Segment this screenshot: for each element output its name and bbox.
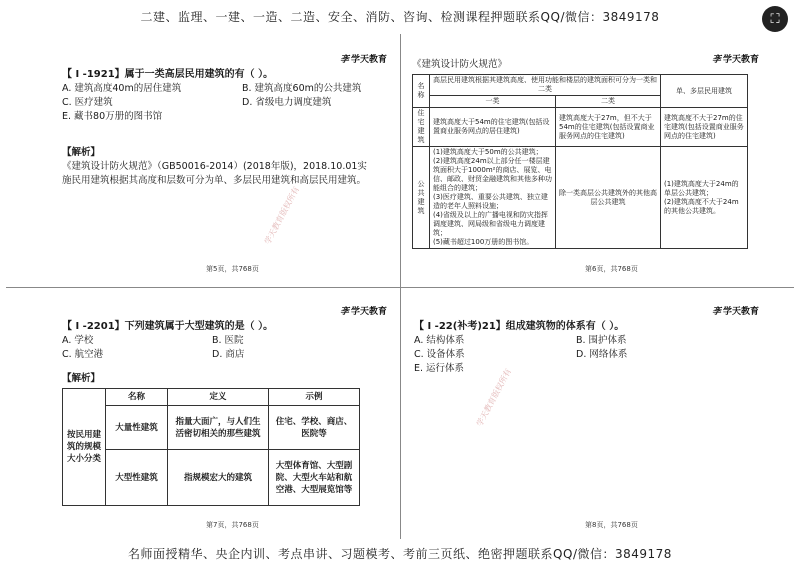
page-number: 第8页，共768页 [585,521,638,529]
option-b: B. 医院 [212,335,244,346]
row2-name: 公共建筑 [413,147,430,249]
question-title: 【 I -1921】属于一类高层民用建筑的有（ ）。 [62,69,274,80]
table-row-def: 指量大面广，与人们生活密切相关的那些建筑 [168,406,269,450]
brand-logo: 斈 学天教育 [340,307,388,317]
bottom-banner: 名师面授精华、央企内训、考点串讲、习题模考、考前三页纸、绝密押题联系QQ/微信：3849178 [128,547,672,561]
page-number: 第6页，共768页 [585,265,638,273]
row2-two: 除一类高层公共建筑外的其他高层公共建筑 [556,147,661,249]
brand-mark-icon: 斈 [712,55,722,65]
analysis-text: 《建筑设计防火规范》（GB50016-2014）(2018年版)，2018.10.01实施民用建筑根据其高度和层数可分为单、多层民用建筑和高层民用建筑。 [62,161,367,186]
horizontal-divider [6,287,794,288]
scale-table [62,388,360,506]
fire-code-table-section [412,58,748,249]
option-a: A. 结构体系 [414,335,465,346]
option-b: B. 建筑高度60m的公共建筑 [242,83,362,94]
header-example: 示例 [269,389,360,406]
page-number: 第7页，共768页 [206,521,259,529]
header-def: 定义 [168,389,269,406]
scan-icon[interactable]: ⛶ [762,6,788,32]
watermark: 学天教育版权所有 [263,185,301,246]
brand-mark-icon: 斈 [340,307,350,317]
question-3 [414,320,734,376]
row-label: 按民用建筑的规模大小分类 [63,389,106,506]
table-heading: 《建筑设计防火规范》 [412,59,508,70]
header-name: 名称 [106,389,168,406]
table-row-example: 大型体育馆、大型剧院、大型火车站和航空港、大型展览馆等 [269,450,360,506]
brand-logo: 斈 学天教育 [340,55,388,65]
option-c: C. 航空港 [62,349,104,360]
table-row-name: 大量性建筑 [106,406,168,450]
col-two: 二类 [556,96,661,108]
option-e: E. 藏书80万册的图书馆 [62,111,163,122]
option-d: D. 省级电力调度建筑 [242,97,332,108]
option-c: C. 设备体系 [414,349,465,360]
col-name: 名称 [413,75,430,108]
row2-single: (1)建筑高度大于24m的单层公共建筑； (2)建筑高度不大于24m的其他公共建筑。 [661,147,748,249]
col-high: 高层民用建筑根据其建筑高度、使用功能和楼层的建筑面积可分为一类和二类 [430,75,661,96]
row2-one: (1)建筑高度大于50m的公共建筑； (2)建筑高度24m以上部分任一楼层建筑面积大于1000m²的商店、展览、电信、邮政、财贸金融建筑和其他多种功能组合的建筑； (3)医疗建筑、重要公共建筑、独立建造的老年人照料设施； (4)省级及以上的广播电视和防灾指挥调度建筑、网局级和省级电力调度建筑； (5)藏书超过100万册的图书馆。 [430,147,556,249]
watermark: 学天教育版权所有 [475,367,513,428]
option-d: D. 商店 [212,349,245,360]
top-banner: 二建、监理、一建、一造、二造、安全、消防、咨询、检测课程押题联系QQ/微信：3849178 [140,10,660,24]
brand-logo: 斈 学天教育 [712,55,760,65]
brand-mark-icon: 斈 [340,55,350,65]
question-title: 【 I -2201】下列建筑属于大型建筑的是（ ）。 [62,321,274,332]
table-row-def: 指规模宏大的建筑 [168,450,269,506]
brand-mark-icon: 斈 [712,307,722,317]
option-b: B. 围护体系 [576,335,627,346]
brand-logo: 斈 学天教育 [712,307,760,317]
col-one: 一类 [430,96,556,108]
row1-name: 住宅建筑 [413,108,430,147]
table-row-name: 大型性建筑 [106,450,168,506]
row1-one: 建筑高度大于54m的住宅建筑(包括设置商业服务网点的居住建筑) [430,108,556,147]
table-row-example: 住宅、学校、商店、医院等 [269,406,360,450]
question-1 [62,68,382,188]
analysis-title: 【解析】 [62,373,101,384]
analysis-title: 【解析】 [62,147,101,158]
page-number: 第5页，共768页 [206,265,259,273]
question-2 [62,320,382,506]
question-title: 【 I -22(补考)21】组成建筑物的体系有（ ）。 [414,321,625,332]
col-single: 单、多层民用建筑 [661,75,748,108]
row1-two: 建筑高度大于27m，但不大于54m的住宅建筑(包括设置商业服务网点的住宅建筑) [556,108,661,147]
option-a: A. 建筑高度40m的居住建筑 [62,83,182,94]
option-c: C. 医疗建筑 [62,97,113,108]
fire-code-table [412,74,748,249]
option-e: E. 运行体系 [414,363,465,374]
option-d: D. 网络体系 [576,349,628,360]
option-a: A. 学校 [62,335,94,346]
row1-single: 建筑高度不大于27m的住宅建筑(包括设置商业服务网点的住宅建筑) [661,108,748,147]
